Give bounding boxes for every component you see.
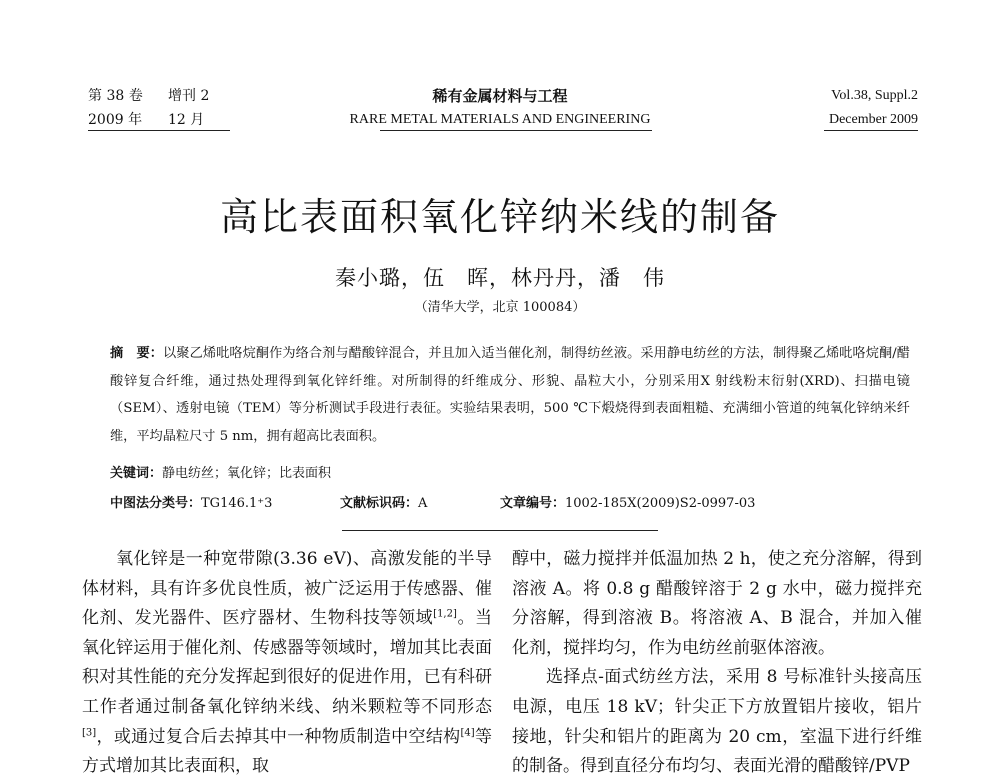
body-text: 。当氧化锌运用于催化剂、传感器等领域时，增加其比表面积对其性能的充分发挥起到很好的促进作用，已有科研工作者通过制备氧化锌纳米线、纳米颗粒等不同形态 [82, 608, 493, 717]
article-value: 1002-185X(2009)S2-0997-03 [565, 496, 756, 511]
citation: [3] [82, 726, 97, 738]
abstract-label: 摘 要： [110, 346, 164, 361]
clc-value: TG146.1⁺3 [201, 496, 273, 511]
keywords-label: 关键词： [110, 466, 163, 481]
journal-title-en: RARE METAL MATERIALS AND ENGINEERING [349, 112, 651, 127]
header-right [829, 84, 918, 132]
body-column-left [82, 545, 492, 782]
abstract-text: 以聚乙烯吡咯烷酮作为络合剂与醋酸锌混合，并且加入适当催化剂，制得纺丝液。采用静电纺丝的方法，制得聚乙烯吡咯烷酮/醋酸锌复合纤维，通过热处理得到氧化锌纤维。对所制得的纤维成分、形貌、晶粒大小，分别采用X 射线粉末衍射(XRD)、扫描电镜（SEM）、透射电镜（TEM）等分析测试手段进行表征。实验结果表明，500 ℃下煅烧得到表面粗糙、充满细小管道的纯氧化锌纳米纤维，平均晶粒尺寸 5 nm，拥有超高比表面积。 [110, 346, 910, 444]
document-code [340, 492, 427, 511]
body-paragraph: 醇中，磁力搅拌并低温加热 2 h，使之充分溶解，得到溶液 A。将 0.8 g 醋酸锌溶于 2 g 水中，磁力搅拌充分溶解，得到溶液 B。将溶液 A、B 混合，并加入催化剂，搅拌均匀，作为电纺丝前驱体溶液。 [512, 549, 922, 658]
body-text: ，或通过复合后去掉其中一种物质制造中空结构 [96, 726, 461, 747]
body-text: 等方式增加其比表面积，取 [82, 726, 493, 777]
article-number [500, 492, 755, 511]
abstract [110, 340, 910, 450]
keywords [110, 462, 331, 481]
body-paragraph: 选择点-面式纺丝方法，采用 8 号标准针头接高压电源，电压 18 kV；针尖正下方放置铝片接收，铝片接地，针尖和铝片的距离为 20 cm，室温下进行纤维的制备。得到直径分布均匀、表面光滑的醋酸锌/PVP [512, 667, 922, 777]
body-text: 氧化锌是一种宽带隙(3.36 eV)、高激发能的半导体材料，具有许多优良性质，被广泛运用于传感器、催化剂、发光器件、医疗器材、生物科技等领域 [82, 549, 492, 629]
year-label: 2009 年 [88, 112, 143, 128]
header-rule-left [88, 130, 230, 131]
date-en: December 2009 [828, 112, 918, 127]
paper-title: 高比表面积氧化锌纳米线的制备 [219, 195, 780, 239]
body-paragraph [82, 545, 492, 782]
doc-label: 文献标识码： [340, 496, 419, 511]
doc-value: A [418, 496, 428, 511]
supplement-label: 增刊 2 [168, 88, 210, 104]
month-label: 12 月 [168, 112, 205, 128]
citation: [1,2] [433, 608, 457, 620]
header-rule-right [824, 130, 918, 131]
citation: [4] [460, 726, 475, 738]
volume-en: Vol.38, Suppl.2 [831, 88, 918, 103]
header-rule-center [380, 130, 652, 131]
clc-number [110, 492, 272, 511]
clc-label: 中图法分类号： [110, 496, 202, 511]
article-label: 文章编号： [500, 496, 566, 511]
journal-title-cn: 稀有金属材料与工程 [432, 87, 568, 105]
authors: 秦小璐，伍 晖，林丹丹，潘 伟 [335, 266, 665, 290]
section-separator [342, 530, 658, 531]
volume-label: 第 38 卷 [88, 88, 143, 104]
body-column-right [512, 545, 922, 782]
keywords-text: 静电纺丝；氧化锌；比表面积 [162, 466, 332, 481]
affiliation: （清华大学，北京 100084） [414, 300, 586, 315]
